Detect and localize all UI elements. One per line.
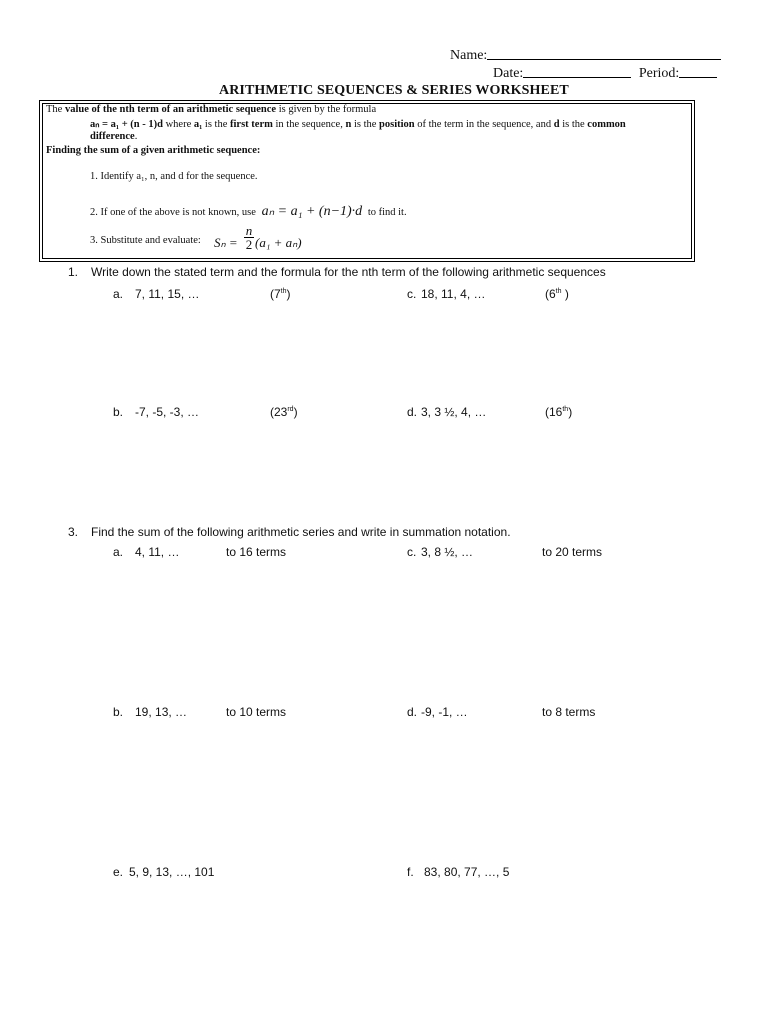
q1-item-label: a.: [113, 287, 124, 301]
date-blank[interactable]: [523, 64, 631, 78]
in-seq-text: in the sequence,: [272, 119, 346, 130]
intro-bold: value of the nth term of an arithmetic sequence: [64, 104, 277, 115]
q1-item-term: [270, 287, 291, 301]
a1-bold: a₁: [193, 119, 203, 130]
q3-item-sequence: 3, 8 ½, …: [421, 545, 474, 559]
q3-item-terms: to 16 terms: [226, 545, 287, 559]
q3-item-sequence: 83, 80, 77, …, 5: [424, 865, 510, 879]
period-blank[interactable]: [679, 64, 717, 78]
q1-item-term: [270, 405, 298, 419]
fraction-numerator: n: [245, 223, 253, 238]
difference-bold: difference: [90, 131, 135, 142]
nth-term-formula: aₙ = a₁ + (n - 1)d: [90, 119, 163, 130]
q1-item-sequence: 7, 11, 15, …: [135, 287, 200, 301]
n-bold: n: [345, 119, 352, 130]
q3-item-terms: to 20 terms: [542, 545, 603, 559]
q3-number: 3.: [68, 525, 79, 539]
is-the-text: is the: [202, 119, 230, 130]
sum-fraction: [244, 224, 254, 252]
intro-text: The: [46, 104, 65, 115]
position-bold: position: [379, 119, 415, 130]
fraction-denominator: 2: [245, 237, 253, 252]
worksheet-title: ARITHMETIC SEQUENCES & SERIES WORKSHEET: [219, 83, 569, 98]
q1-item-sequence: 3, 3 ½, 4, …: [421, 405, 487, 419]
where-text: where: [162, 119, 194, 130]
term-base: (6: [545, 287, 556, 301]
name-label: Name:: [450, 48, 488, 63]
is-the-text-2: is the: [351, 119, 380, 130]
nth-term-intro: [46, 104, 376, 115]
common-bold: common: [587, 119, 626, 130]
step-2-text: 2. If one of the above is not known, use: [90, 207, 256, 218]
q3-item-terms: to 8 terms: [542, 705, 596, 719]
term-close: ): [561, 287, 569, 301]
period-mark: .: [134, 131, 138, 142]
first-term-bold: first term: [230, 119, 273, 130]
is-the-text-3: is the: [559, 119, 588, 130]
term-close: ): [568, 405, 573, 419]
name-field: [450, 46, 721, 64]
q1-item-term: [545, 405, 572, 419]
q1-prompt: Write down the stated term and the formula for the nth term of the following arithmetic sequences: [91, 265, 606, 279]
q3-item-label: c.: [407, 545, 417, 559]
q3-item-sequence: -9, -1, …: [421, 705, 468, 719]
sum-heading: Finding the sum of a given arithmetic sequence:: [46, 145, 261, 156]
q1-item-sequence: 18, 11, 4, …: [421, 287, 486, 301]
q1-item-label: b.: [113, 405, 124, 419]
q1-number: 1.: [68, 265, 79, 279]
term-suffix: th: [280, 288, 287, 295]
step-2-tail: to find it.: [367, 207, 407, 218]
q3-item-sequence: 4, 11, …: [135, 545, 180, 559]
step-2: [90, 203, 407, 220]
nth-term-equation: aₙ = a₁ + (n−1)·d: [261, 204, 363, 219]
period-label: Period:: [638, 66, 680, 81]
step-1: 1. Identify a₁, n, and d for the sequence.: [90, 171, 258, 182]
q3-item-label: f.: [407, 865, 414, 879]
q3-item-label: b.: [113, 705, 124, 719]
date-label: Date:: [493, 66, 524, 81]
q1-item-label: c.: [407, 287, 417, 301]
name-blank[interactable]: [487, 46, 721, 60]
term-suffix: th: [555, 288, 562, 295]
sum-rhs: (a₁ + aₙ): [255, 235, 302, 250]
q3-item-label: a.: [113, 545, 124, 559]
term-base: (16: [545, 405, 563, 419]
step-3-text: 3. Substitute and evaluate:: [90, 235, 201, 246]
sum-lhs: Sₙ =: [214, 235, 238, 250]
q1-item-sequence: -7, -5, -3, …: [135, 405, 200, 419]
d-bold: d: [553, 119, 560, 130]
q3-item-terms: to 10 terms: [226, 705, 287, 719]
date-period-fields: [493, 64, 717, 82]
of-term-text: of the term in the sequence, and: [414, 119, 554, 130]
term-base: (7: [270, 287, 281, 301]
nth-term-formula-line: [90, 118, 626, 130]
intro-tail: is given by the formula: [276, 104, 377, 115]
q3-prompt: Find the sum of the following arithmetic series and write in summation notation.: [91, 525, 511, 539]
term-close: ): [286, 287, 291, 301]
term-suffix: th: [562, 406, 569, 413]
q3-item-sequence: 19, 13, …: [135, 705, 188, 719]
q3-item-label: e.: [113, 865, 124, 879]
term-suffix: rd: [287, 406, 294, 413]
q3-item-label: d.: [407, 705, 418, 719]
term-base: (23: [270, 405, 288, 419]
q1-item-term: [545, 287, 569, 301]
q3-item-sequence: 5, 9, 13, …, 101: [129, 865, 215, 879]
step-3: [90, 235, 201, 246]
q1-item-label: d.: [407, 405, 418, 419]
difference-line: [90, 131, 137, 142]
term-close: ): [293, 405, 298, 419]
